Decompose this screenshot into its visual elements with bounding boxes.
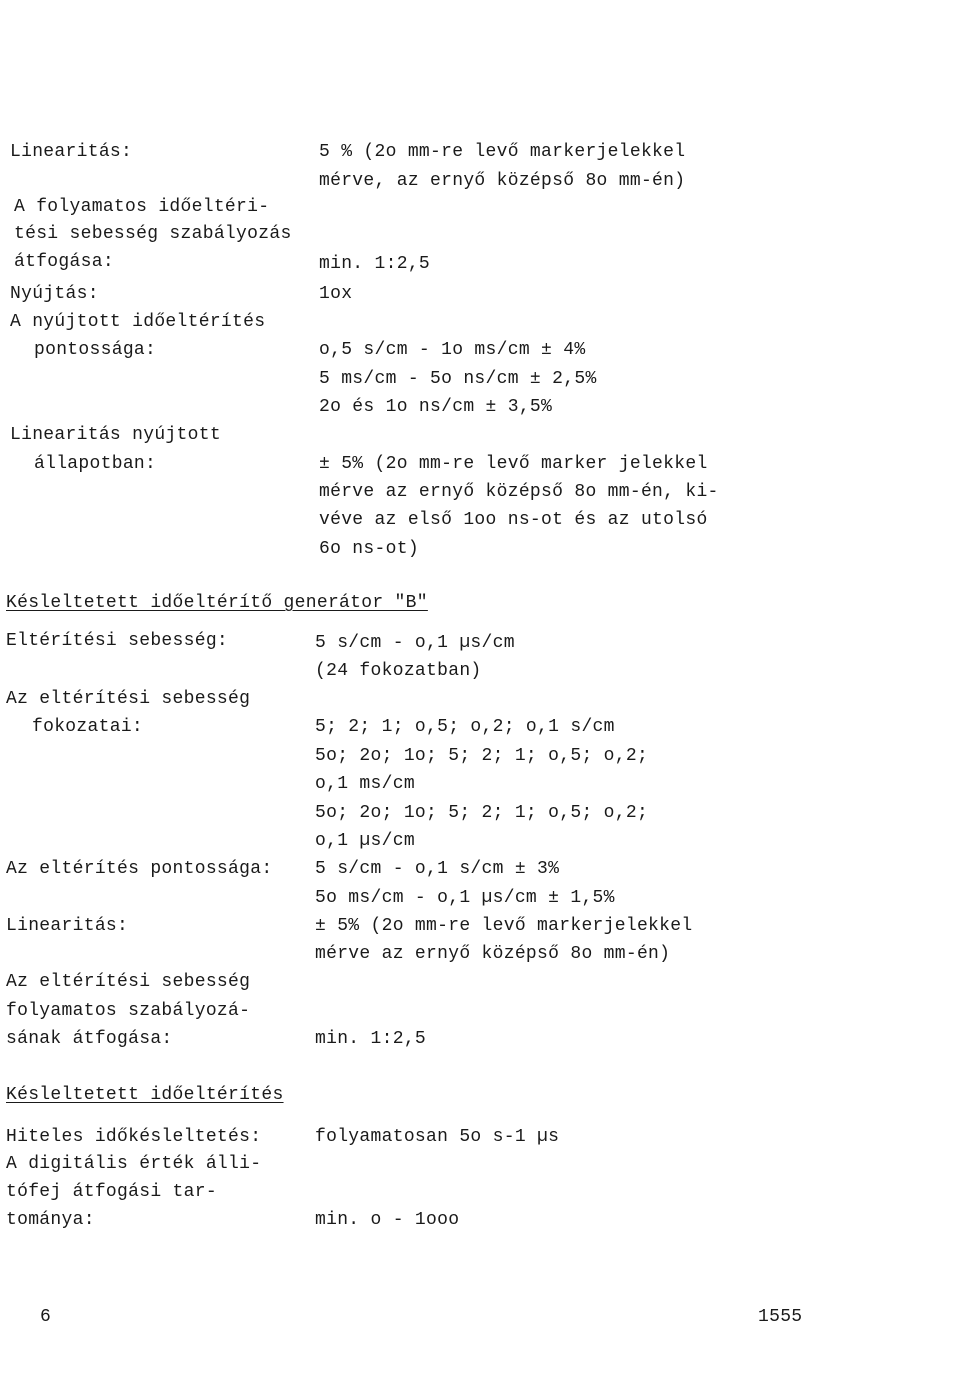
value-fokozatai-line-5: o,1 µs/cm — [315, 831, 415, 851]
value-lin-nyujtott-line-4: 6o ns-ot) — [319, 539, 419, 559]
value-pontossag-line-1: 5 s/cm - o,1 s/cm ± 3% — [315, 859, 560, 879]
label-lin-nyujtott-line-2: állapotban: — [34, 454, 157, 474]
label-lin-nyujtott-line-1: Linearitás nyújtott — [10, 425, 221, 445]
value-linearitas-line-1: 5 % (2o mm-re levő markerjelekkel — [319, 142, 686, 162]
value-fokozatai-line-2: 5o; 2o; 1o; 5; 2; 1; o,5; o,2; — [315, 746, 649, 766]
value-linearitas-b-line-1: ± 5% (2o mm-re levő markerjelekkel — [315, 916, 693, 936]
section-heading-kesleltetett: Késleltetett időeltérítés — [6, 1085, 284, 1105]
label-nyujtas: Nyújtás: — [10, 284, 99, 304]
value-digitalis: min. o - 1ooo — [315, 1210, 460, 1230]
value-nyujtas: 1ox — [319, 284, 353, 304]
label-folyamatos-line-2: tési sebesség szabályozás — [14, 224, 292, 244]
value-lin-nyujtott-line-2: mérve az ernyő középső 8o mm-én, ki- — [319, 482, 719, 502]
label-folyamatos-b-line-1: Az eltérítési sebesség — [6, 972, 251, 992]
label-fokozatai-line-1: Az eltérítési sebesség — [6, 689, 251, 709]
value-fokozatai-line-3: o,1 ms/cm — [315, 774, 415, 794]
label-digitalis-line-1: A digitális érték álli- — [6, 1154, 262, 1174]
value-elteritesi-line-1: 5 s/cm - o,1 µs/cm — [315, 633, 515, 653]
value-lin-nyujtott-line-3: véve az első 1oo ns-ot és az utolsó — [319, 510, 708, 530]
value-folyamatos: min. 1:2,5 — [319, 254, 431, 274]
value-pontossag-line-3: 2o és 1o ns/cm ± 3,5% — [319, 397, 553, 417]
value-elteritesi-line-2: (24 fokozatban) — [315, 661, 482, 681]
value-pontossag-line-2: 5o ms/cm - o,1 µs/cm ± 1,5% — [315, 888, 615, 908]
label-nyujtott-pontossag-line-1: A nyújtott időeltérítés — [10, 312, 266, 332]
label-fokozatai-line-2: fokozatai: — [32, 717, 144, 737]
document-number: 1555 — [758, 1307, 803, 1327]
label-folyamatos-b-line-3: sának átfogása: — [6, 1029, 173, 1049]
section-heading-generator-b: Késleltetett időeltérítő generátor "B" — [6, 593, 428, 613]
label-digitalis-line-3: tománya: — [6, 1210, 95, 1230]
label-linearitas-b: Linearitás: — [6, 916, 129, 936]
label-linearitas: Linearitás: — [10, 142, 133, 162]
label-elteritesi-sebesseg: Eltérítési sebesség: — [6, 631, 229, 651]
label-nyujtott-pontossag-line-2: pontossága: — [34, 340, 157, 360]
label-hiteles-idokesleltetes: Hiteles időkésleltetés: — [6, 1127, 262, 1147]
label-folyamatos-line-1: A folyamatos időeltéri- — [14, 197, 270, 217]
label-folyamatos-line-3: átfogása: — [14, 252, 114, 272]
label-folyamatos-b-line-2: folyamatos szabályozá- — [6, 1001, 251, 1021]
value-folyamatos-b: min. 1:2,5 — [315, 1029, 427, 1049]
value-pontossag-line-1: o,5 s/cm - 1o ms/cm ± 4% — [319, 340, 586, 360]
value-linearitas-b-line-2: mérve az ernyő középső 8o mm-én) — [315, 944, 671, 964]
value-hiteles: folyamatosan 5o s-1 µs — [315, 1127, 560, 1147]
value-fokozatai-line-1: 5; 2; 1; o,5; o,2; o,1 s/cm — [315, 717, 615, 737]
value-pontossag-line-2: 5 ms/cm - 5o ns/cm ± 2,5% — [319, 369, 597, 389]
label-digitalis-line-2: tófej átfogási tar- — [6, 1182, 217, 1202]
value-fokozatai-line-4: 5o; 2o; 1o; 5; 2; 1; o,5; o,2; — [315, 803, 649, 823]
label-elterites-pontossaga: Az eltérítés pontossága: — [6, 859, 273, 879]
value-lin-nyujtott-line-1: ± 5% (2o mm-re levő marker jelekkel — [319, 454, 708, 474]
page-number: 6 — [40, 1307, 52, 1327]
value-linearitas-line-2: mérve, az ernyő középső 8o mm-én) — [319, 171, 686, 191]
